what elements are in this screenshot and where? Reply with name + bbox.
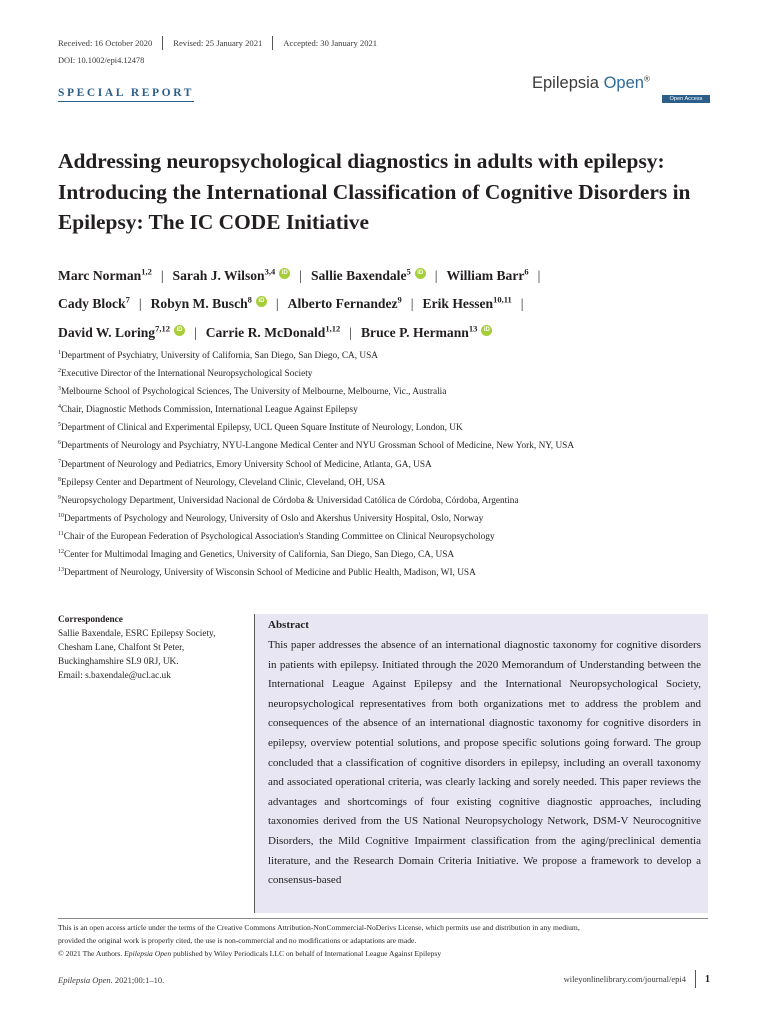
- page-number: 1: [705, 973, 710, 985]
- author: Marc Norman$^{1,2}$: [58, 266, 152, 283]
- author: Alberto Fernandez$^9$: [287, 294, 402, 312]
- footer-divider: [695, 970, 696, 988]
- open-access-badge: Open Access: [662, 95, 710, 103]
- article-title: Addressing neuropsychological diagnostics in adults with epilepsy: Introducing the International Classification of Cognitive Disorders in Epilepsy: The IC CODE Initiative: [58, 149, 691, 234]
- affiliation: $^1$Department of Psychiatry, University of California, San Diego, San Diego, CA, USA: [58, 350, 378, 362]
- affiliation-list: [58, 346, 718, 581]
- author-line: Cady Block$^7$ | Robyn M. Busch$^8$iD | Alberto Fernandez$^9$ | Erik Hessen$^{10,11}$ |: [58, 288, 718, 317]
- copyright-line: © 2021 The Authors. Epilepsia Open published by Wiley Periodicals LLC on behalf of International League Against Epilepsy: [58, 949, 442, 958]
- author: David W. Loring$^{7,12}$iD: [58, 325, 185, 340]
- license-line: provided the original work is properly cited, the use is non-commercial and no modifications or adaptations are made.: [58, 936, 417, 945]
- affiliation: $^{10}$Departments of Psychology and Neurology, University of Oslo and Akershus University Hospital, Oslo, Norway: [58, 512, 484, 524]
- affiliation: $^6$Departments of Neurology and Psychiatry, NYU-Langone Medical Center and NYU Grossman School of Medicine, New York, NY, USA: [58, 440, 575, 452]
- orcid-icon[interactable]: [174, 325, 185, 336]
- doi[interactable]: DOI: 10.1002/epi4.12478: [58, 56, 145, 65]
- author-line: Marc Norman$^{1,2}$ | Sarah J. Wilson$^{3,4}$iD | Sallie Baxendale$^5$iD | William Barr$^6$ |: [58, 259, 718, 288]
- article-dates: [58, 35, 387, 51]
- abstract-text: This paper addresses the absence of an international diagnostic taxonomy for cognitive disorders in patients with epilepsy. Initiated through the 2020 Memorandum of Understanding between the International League Against Epilepsy and the International Neuropsychological Society, neuropsychological representatives from both organizations met to address the problem and consequences of the absence of an international diagnostic taxonomy for cognitive disorders in epilepsy, overview potential solutions, and propose specific solutions going forward. The group concluded that a classification of cognitive disorders in epilepsy, including an overall taxonomy and associated operational criteria, was clearly lacking and sorely needed. This paper reviews the advantages and shortcomings of four existing cognitive diagnostic approaches, including taxonomies derived from the US National Neuropsychology Network, DSM-V Neurocognitive Disorders, the Mild Cognitive Impairment classification from the aging/preclinical dementia literature, and the Research Domain Criteria Initiative. We propose a framework to develop a consensus-based: [268, 639, 701, 887]
- section-label: SPECIAL REPORT: [58, 87, 194, 102]
- journal-url[interactable]: wileyonlinelibrary.com/journal/epi4: [563, 974, 686, 984]
- journal-logo-name: Epilepsia Open®: [532, 74, 650, 92]
- revised-date: Revised: 25 January 2021: [173, 38, 263, 48]
- author: William Barr$^6$: [446, 266, 529, 283]
- orcid-icon[interactable]: [481, 325, 492, 336]
- affiliation: $^7$Department of Neurology and Pediatrics, Emory University School of Medicine, Atlanta, GA, USA: [58, 458, 432, 470]
- affiliation: $^2$Executive Director of the International Neuropsychological Society: [58, 368, 313, 380]
- affiliation: $^3$Melbourne School of Psychological Sciences, The University of Melbourne, Melbourne, Vic., Australia: [58, 386, 447, 398]
- correspondence-line: Sallie Baxendale, ESRC Epilepsy Society,: [58, 629, 216, 639]
- author: Sarah J. Wilson$^{3,4}$iD: [173, 268, 291, 283]
- affiliation: $^{11}$Chair of the European Federation of Psychological Association's Standing Committee on Clinical Neuropsychology: [58, 530, 495, 543]
- correspondence: [58, 613, 248, 683]
- footer-right: [564, 969, 710, 989]
- affiliation: $^8$Epilepsy Center and Department of Neurology, Cleveland Clinic, Cleveland, OH, USA: [58, 476, 386, 488]
- correspondence-line: Buckinghamshire SL9 0RJ, UK.: [58, 657, 179, 667]
- affiliation: $^4$Chair, Diagnostic Methods Commission, International League Against Epilepsy: [58, 404, 358, 416]
- correspondence-heading: Correspondence: [58, 615, 123, 625]
- correspondence-email[interactable]: Email: s.baxendale@ucl.ac.uk: [58, 671, 171, 681]
- accepted-date: Accepted: 30 January 2021: [283, 38, 378, 48]
- orcid-icon[interactable]: [256, 296, 267, 307]
- orcid-icon[interactable]: [279, 268, 290, 279]
- received-date: Received: 16 October 2020: [58, 38, 153, 48]
- affiliation: $^{13}$Department of Neurology, University of Wisconsin School of Medicine and Public Health, Madison, WI, USA: [58, 567, 476, 579]
- abstract-box: [254, 614, 708, 913]
- author: Erik Hessen$^{10,11}$: [422, 294, 512, 312]
- footer-citation: Epilepsia Open. 2021;00:1–10.: [58, 975, 165, 985]
- license-line: This is an open access article under the terms of the Creative Commons Attribution-NonCommercial-NoDerivs License, which permits use and distribution in any medium,: [58, 923, 580, 932]
- journal-logo: [532, 74, 710, 104]
- affiliation: $^9$Neuropsychology Department, Universidad Nacional de Córdoba & Universidad Católica de Córdoba, Córdoba, Argentina: [58, 494, 519, 506]
- abstract-heading: Abstract: [268, 619, 309, 631]
- affiliation: $^5$Department of Clinical and Experimental Epilepsy, UCL Queen Square Institute of Neurology, London, UK: [58, 422, 463, 434]
- affiliation: $^{12}$Center for Multimodal Imaging and Genetics, University of California, San Diego, San Diego, CA, USA: [58, 549, 455, 561]
- author: Sallie Baxendale$^5$iD: [311, 268, 426, 283]
- author: Carrie R. McDonald$^{1,12}$: [205, 323, 341, 340]
- author: Robyn M. Busch$^8$iD: [151, 296, 267, 311]
- license-notice: [58, 921, 718, 960]
- correspondence-line: Chesham Lane, Chalfont St Peter,: [58, 643, 185, 653]
- orcid-icon[interactable]: [415, 268, 426, 279]
- author: Bruce P. Hermann$^{13}$iD: [361, 325, 492, 340]
- author: Cady Block$^7$: [58, 294, 130, 312]
- license-divider: [58, 918, 708, 919]
- author-line: David W. Loring$^{7,12}$iD | Carrie R. McDonald$^{1,12}$ | Bruce P. Hermann$^{13}$iD: [58, 316, 718, 345]
- author-list: [58, 259, 718, 345]
